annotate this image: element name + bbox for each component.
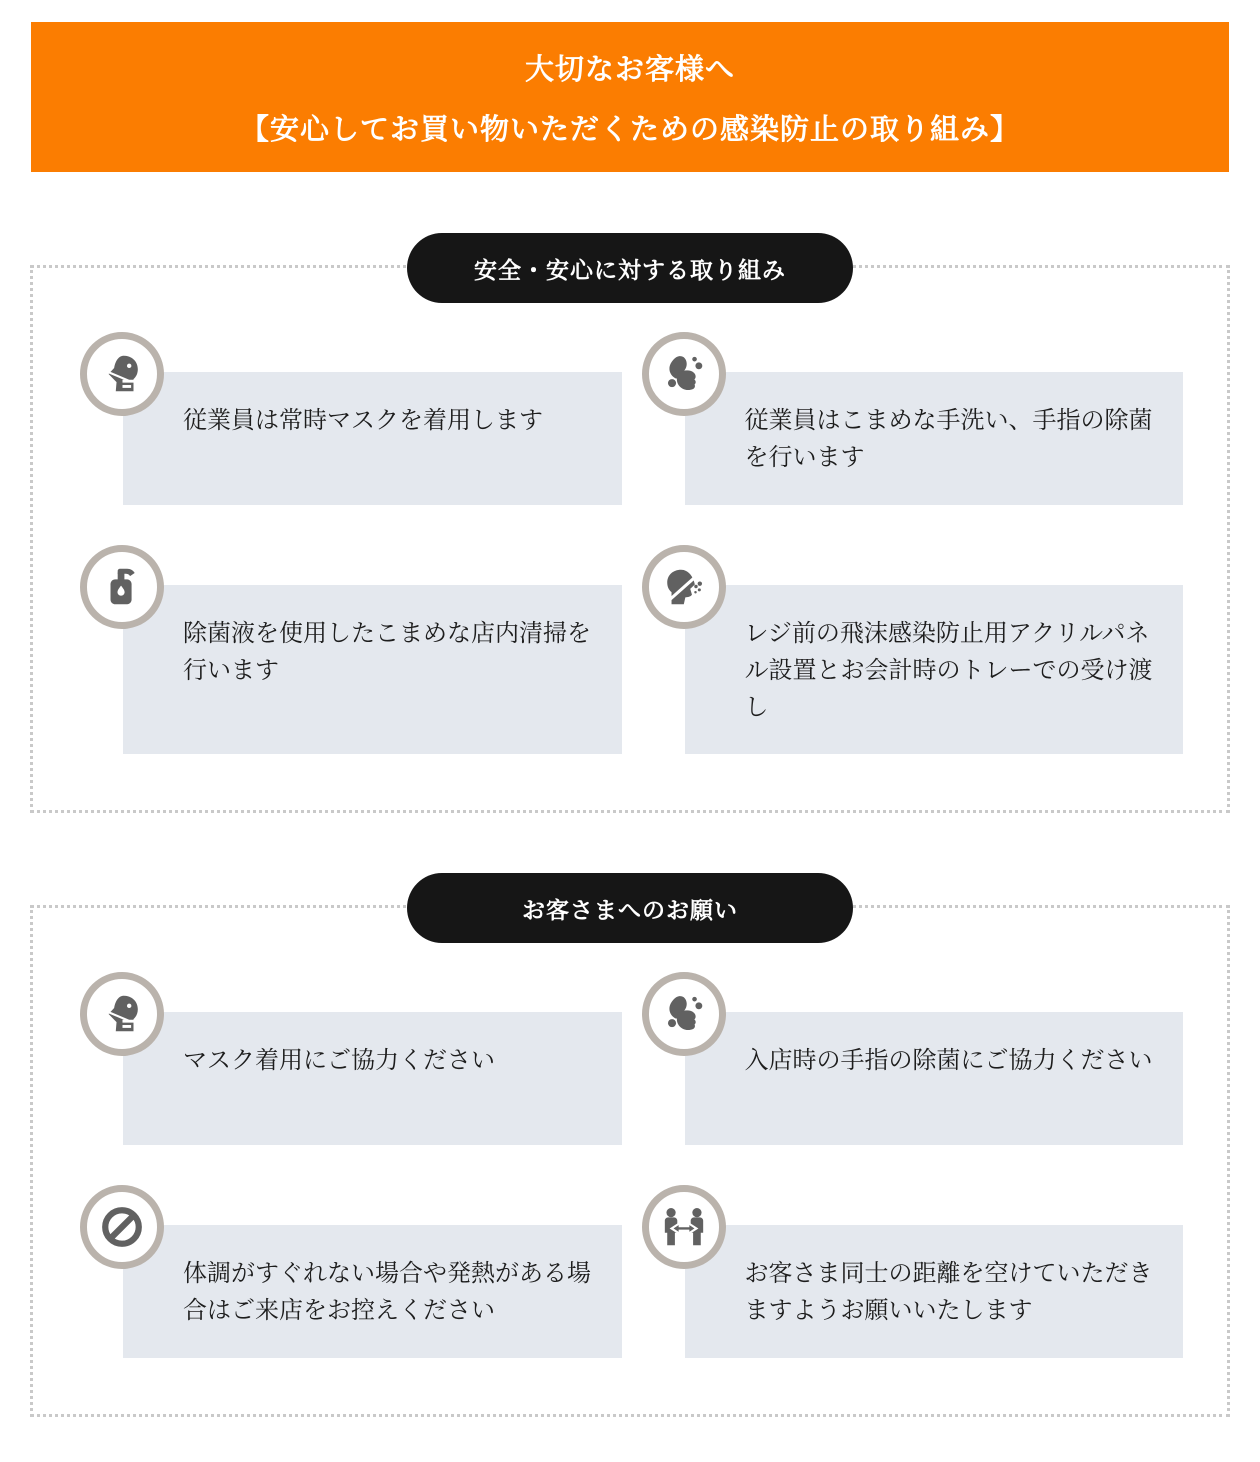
mask-icon <box>80 972 164 1056</box>
header-banner <box>31 22 1229 172</box>
banner-subtitle: 【安心してお買い物いただくための感染防止の取り組み】 <box>239 113 1020 146</box>
bottom-spacer <box>0 1417 1260 1440</box>
social-distance-icon <box>642 1185 726 1269</box>
measure-item-acrylic-panel <box>642 545 1184 754</box>
measure-text: 従業員はこまめな手洗い、手指の除菌を行います <box>744 407 1153 471</box>
measure-item-mask <box>80 332 622 505</box>
measure-box <box>123 585 622 754</box>
request-item-stay-home <box>80 1185 622 1358</box>
request-box <box>685 1012 1184 1145</box>
measure-box <box>685 585 1184 754</box>
measures-grid <box>80 332 1183 754</box>
measure-item-sanitize-clean <box>80 545 622 754</box>
sanitizer-spray-icon <box>80 545 164 629</box>
request-text: マスク着用にご協力ください <box>183 1047 495 1074</box>
request-item-sanitize <box>642 972 1184 1145</box>
measure-item-handwash <box>642 332 1184 505</box>
section-label-customer-requests: お客さまへのお願い <box>407 873 853 943</box>
measure-text: 除菌液を使用したこまめな店内清掃を行います <box>183 620 591 684</box>
no-entry-icon <box>80 1185 164 1269</box>
section-customer-requests <box>30 896 1230 1417</box>
section-store-measures <box>30 256 1230 813</box>
measure-box <box>685 372 1184 505</box>
measure-text: 従業員は常時マスクを着用します <box>183 407 543 434</box>
request-box <box>123 1225 622 1358</box>
banner-title: 大切なお客様へ <box>524 53 735 86</box>
section-label-store-measures: 安全・安心に対する取り組み <box>407 233 853 303</box>
requests-grid <box>80 972 1183 1358</box>
request-item-distance <box>642 1185 1184 1358</box>
hand-wash-icon <box>642 332 726 416</box>
droplet-guard-icon <box>642 545 726 629</box>
request-item-mask <box>80 972 622 1145</box>
hand-wash-icon <box>642 972 726 1056</box>
request-text: 入店時の手指の除菌にご協力ください <box>744 1047 1153 1074</box>
request-text: お客さま同士の距離を空けていただきますようお願いいたします <box>744 1260 1153 1324</box>
request-box <box>123 1012 622 1145</box>
measure-box <box>123 372 622 505</box>
mask-icon <box>80 332 164 416</box>
request-text: 体調がすぐれない場合や発熱がある場合はご来店をお控えください <box>183 1260 591 1324</box>
measure-text: レジ前の飛沫感染防止用アクリルパネル設置とお会計時のトレーでの受け渡し <box>744 620 1153 721</box>
request-box <box>685 1225 1184 1358</box>
infection-prevention-notice <box>0 22 1260 1440</box>
